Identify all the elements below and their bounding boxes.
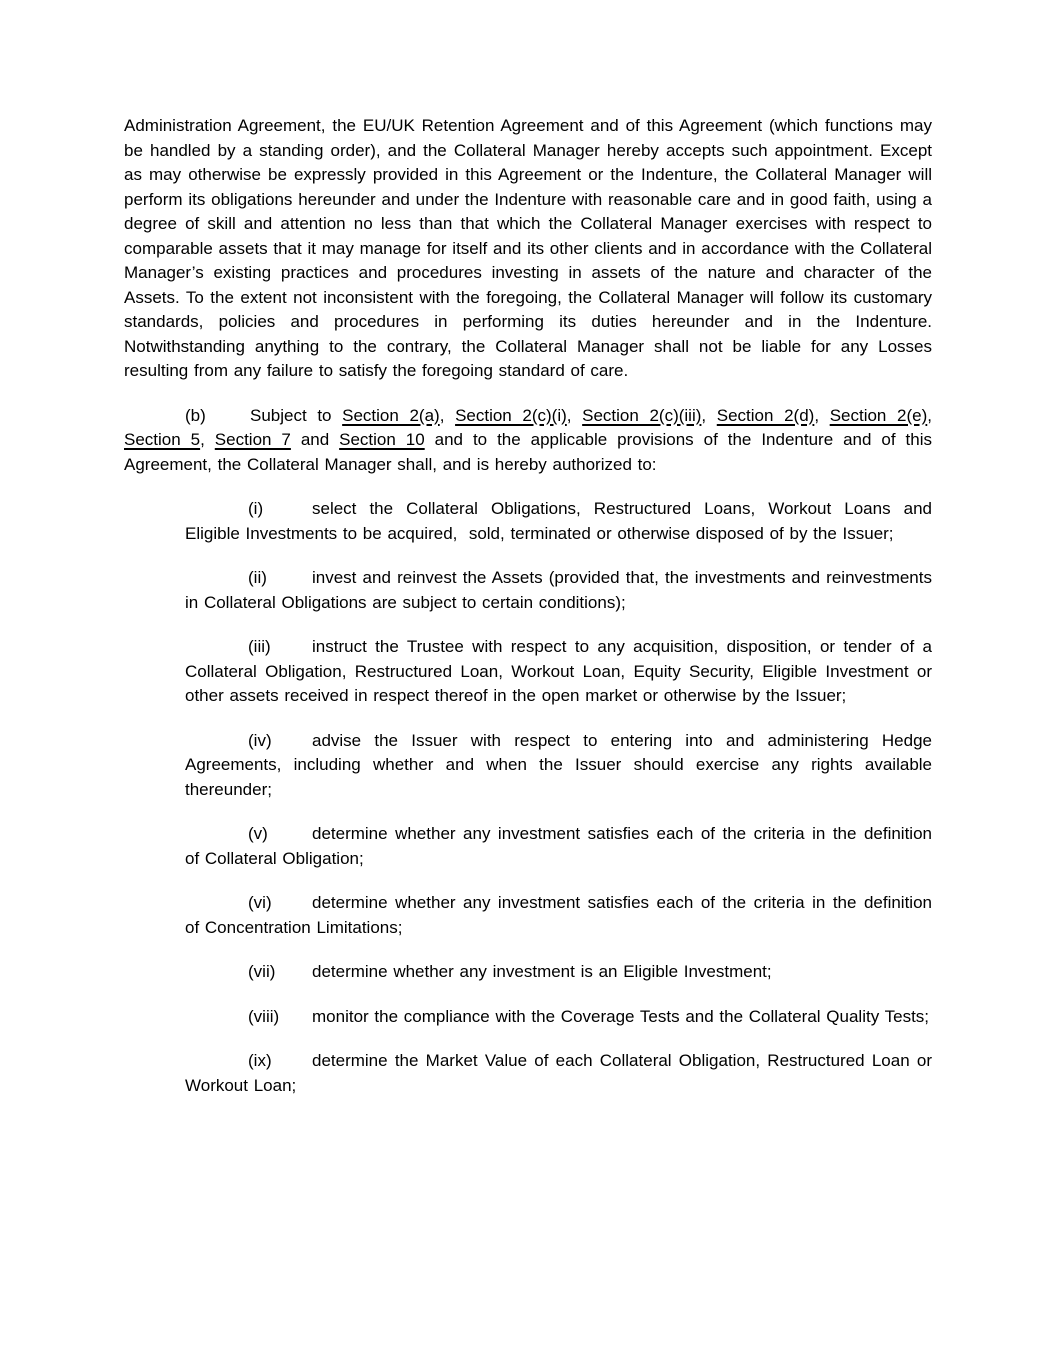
clause-item-i-text: select the Collateral Obligations, Restructured Loans, Workout Loans and Eligible Investments to be acquired, sold, terminated or otherwise disposed of by the Issuer; — [185, 499, 932, 543]
clause-item-i — [185, 497, 932, 546]
clause-item-vii-label: (vii) — [248, 962, 276, 981]
clause-b-text: and — [290, 430, 340, 449]
paragraph-standard-of-care: Administration Agreement, the EU/UK Retention Agreement and of this Agreement (which functions may be handled by a standing order), and the Collateral Manager hereby accepts such appointment. Except as may otherwise be expressly provided in this Agreement or the Indenture, the Collateral Manager will perform its obligations hereunder and under the Indenture with reasonable care and in good faith, using a degree of skill and attention no less than that which the Collateral Manager exercises with respect to comparable assets that it may manage for itself and its other clients and in accordance with the Collateral Manager’s existing practices and procedures investing in assets of the nature and character of the Assets. To the extent not inconsistent with the foregoing, the Collateral Manager will follow its customary standards, policies and procedures in performing its duties hereunder and in the Indenture. Notwithstanding anything to the contrary, the Collateral Manager shall not be liable for any Losses resulting from any failure to satisfy the foregoing standard of care. — [124, 116, 932, 380]
page-content — [124, 114, 932, 1098]
clause-item-viii — [185, 1005, 932, 1030]
clause-item-iv-label: (iv) — [248, 730, 272, 750]
section-ref-2a: Section 2(a) — [342, 405, 440, 425]
clause-item-i-label: (i) — [248, 499, 264, 518]
clause-item-ii — [185, 566, 932, 615]
clause-b-text: , — [927, 405, 932, 425]
clause-b-label: (b) — [185, 405, 206, 425]
clause-item-viii-label: (viii) — [248, 1006, 280, 1026]
section-ref-5: Section 5 — [124, 430, 201, 449]
clause-item-vi-text: determine whether any investment satisfies each of the criteria in the definition of Concentration Limitations; — [185, 893, 932, 937]
clause-b-text: , — [566, 405, 583, 425]
section-ref-2ciii: Section 2(c)(iii) — [582, 405, 702, 425]
clause-b-text: , — [439, 405, 456, 425]
clause-item-vi-label: (vi) — [248, 893, 272, 912]
section-ref-2d: Section 2(d) — [716, 405, 815, 425]
clause-item-viii-text: monitor the compliance with the Coverage Tests and the Collateral Quality Tests; — [312, 1006, 930, 1026]
clause-b-paragraph — [124, 404, 932, 478]
clause-item-iv — [185, 729, 932, 803]
clause-item-ix-label: (ix) — [248, 1051, 272, 1070]
section-ref-7: Section 7 — [214, 430, 291, 449]
clause-b-text: , — [701, 405, 717, 425]
clause-b-text: , — [814, 405, 830, 425]
clause-item-vi — [185, 891, 932, 940]
clause-item-v-text: determine whether any investment satisfies each of the criteria in the definition of Collateral Obligation; — [185, 824, 932, 868]
clause-item-ix — [185, 1049, 932, 1098]
clause-item-vii — [185, 960, 932, 985]
clause-item-v — [185, 822, 932, 871]
clause-item-ii-text: invest and reinvest the Assets (provided that, the investments and reinvestments in Collateral Obligations are subject to certain conditions); — [185, 568, 932, 612]
clause-item-iii-label: (iii) — [248, 637, 271, 656]
clause-item-iii — [185, 635, 932, 709]
section-ref-2ci: Section 2(c)(i) — [455, 405, 567, 425]
clause-item-v-label: (v) — [248, 824, 268, 843]
section-ref-10: Section 10 — [339, 430, 425, 449]
clause-item-iv-text: advise the Issuer with respect to entering into and administering Hedge Agreements, including whether and when the Issuer should exercise any rights available thereunder; — [185, 730, 932, 799]
clause-item-vii-text: determine whether any investment is an Eligible Investment; — [312, 962, 772, 981]
clause-b-text: and to the applicable provisions of the Indenture and of this Agreement, the Collateral Manager shall, and is hereby authorized to: — [124, 430, 932, 474]
section-ref-2e: Section 2(e) — [829, 405, 928, 425]
clause-item-ii-label: (ii) — [248, 568, 267, 587]
clause-b-text: , — [200, 430, 215, 449]
clause-item-iii-text: instruct the Trustee with respect to any acquisition, disposition, or tender of a Collateral Obligation, Restructured Loan, Workout Loan, Equity Security, Eligible Investment or other assets received in respect thereof in the open market or otherwise by the Issuer; — [185, 637, 932, 705]
clause-item-ix-text: determine the Market Value of each Collateral Obligation, Restructured Loan or Workout Loan; — [185, 1051, 932, 1095]
clause-b-text: Subject to — [250, 405, 343, 425]
